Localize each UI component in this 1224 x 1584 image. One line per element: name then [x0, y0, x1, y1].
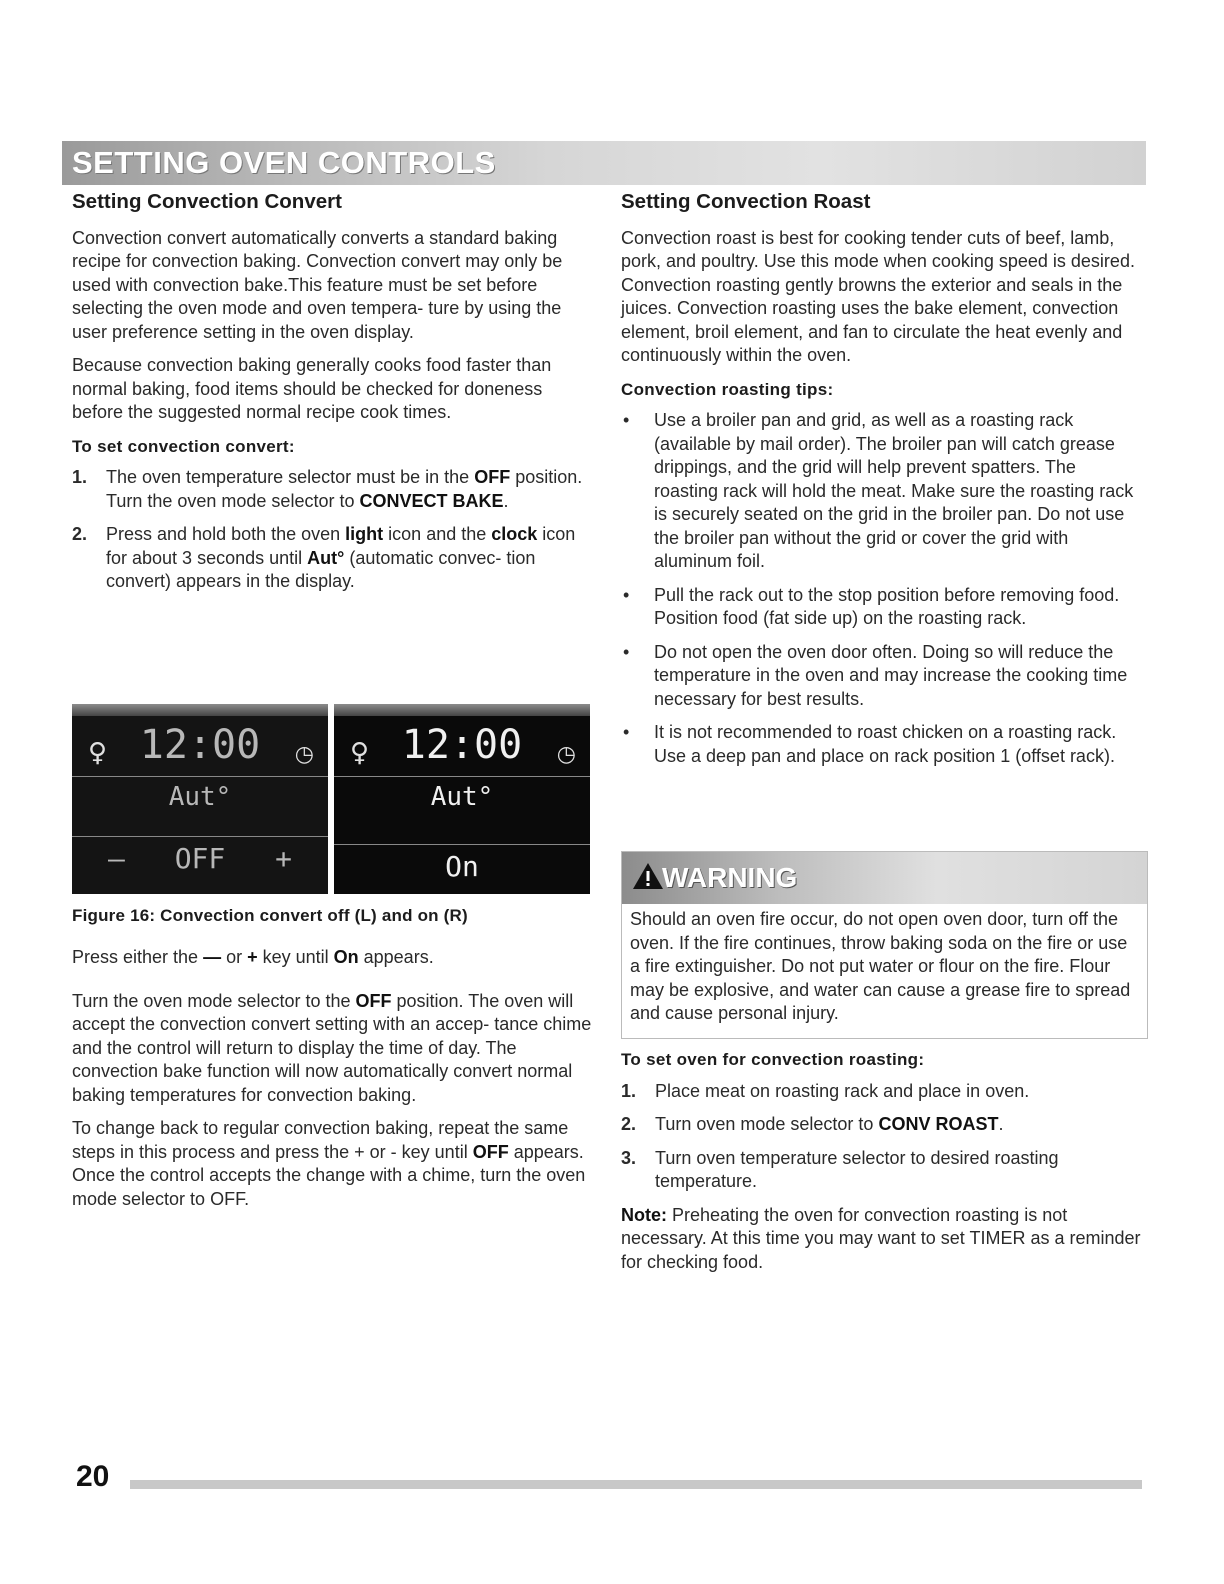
convection-roast-paragraph: Convection roast is best for cooking tender cuts of beef, lamb, pork, and poultry. Use this mode when cooking speed is desired. Convection roasting gently browns the exterior and seals in the juices. Convection roasting uses the bake element, convection element, broil element, and fan to circulate the heat evenly and continuously within the oven.	[621, 227, 1135, 365]
figure-caption: Figure 16: Convection convert off (L) and on (R)	[72, 906, 468, 925]
display-panel-on	[334, 704, 590, 894]
press-key-paragraph: Press either the — or + key until On appears.	[72, 947, 434, 967]
left-column	[72, 190, 592, 604]
list-item: 2. Turn oven mode selector to CONV ROAST.	[621, 1114, 1004, 1134]
list-item: 3. Turn oven temperature selector to desired roasting temperature.	[621, 1147, 1059, 1191]
note-paragraph: Note: Preheating the oven for convection roasting is not necessary. At this time you may want to set TIMER as a reminder for checking food.	[621, 1204, 1141, 1272]
list-item: 1. The oven temperature selector must be in the OFF position. Turn the oven mode selector to CONVECT BAKE.	[72, 467, 583, 511]
list-item: 2. Press and hold both the oven light icon and the clock icon for about 3 seconds until Aut° (automatic convec- tion convert) appears in the display.	[72, 524, 576, 591]
list-item: • Pull the rack out to the stop position before removing food. Position food (fat side up) on the roasting rack.	[621, 584, 1141, 631]
list-item: • It is not recommended to roast chicken on a roasting rack. Use a deep pan and place on rack position 1 (offset rack).	[621, 721, 1141, 768]
convect-convert-paragraph-1: Convection convert automatically converts a standard baking recipe for convection baking. Convection convert may only be used with convection bake.This feature must be set before selecting the oven mode and oven tempera- ture by using the user preference setting in the oven display.	[72, 227, 563, 342]
right-column	[621, 190, 1141, 778]
right-lower-section	[621, 1048, 1141, 1284]
warning-box	[621, 851, 1148, 1039]
change-back-paragraph: To change back to regular convection baking, repeat the same steps in this process and press the + or - key until OFF appears. Once the control accepts the change with a chime, turn the oven mode selector to OFF.	[72, 1118, 586, 1209]
list-item: • Do not open the oven door often. Doing so will reduce the temperature in the oven and may increase the cooking time necessary for best results.	[621, 641, 1141, 712]
left-lower-section	[72, 946, 592, 1221]
roasting-tips-list	[621, 409, 1141, 768]
turn-selector-paragraph: Turn the oven mode selector to the OFF position. The oven will accept the convection convert setting with an accep- tance chime and the control will return to display the time of day. The convection bake function will now automatically convert normal baking temperatures for convection baking.	[72, 990, 592, 1105]
display-panel-off	[72, 704, 328, 894]
display-state-on: On	[445, 850, 479, 883]
warning-triangle-icon	[632, 861, 664, 891]
roasting-tips-subheading: Convection roasting tips:	[621, 379, 834, 399]
section-banner	[62, 141, 1146, 185]
display-time: 12:00	[401, 722, 523, 768]
display-state-off: OFF	[174, 842, 226, 875]
list-item: 1. Place meat on roasting rack and place in oven.	[621, 1080, 1030, 1101]
warning-header	[622, 852, 1147, 904]
light-icon: ♀	[350, 738, 370, 768]
convect-convert-steps	[72, 466, 592, 594]
convection-roast-heading: Setting Convection Roast	[621, 190, 871, 213]
note-label: Note:	[621, 1204, 667, 1225]
page-number: 20	[76, 1460, 110, 1493]
clock-icon: ◷	[294, 742, 314, 767]
roasting-steps	[621, 1080, 1141, 1194]
list-item: • Use a broiler pan and grid, as well as a roasting rack (available by mail order). The broiler pan will catch grease drippings, and the grid will help prevent spatters. The roasting rack will hold the meat. Make sure the roasting rack is securely seated on the grid in the broiler pan. Do not use the broiler pan without the grid or cover the grid with aluminum foil.	[621, 409, 1141, 574]
display-mode: Aut°	[430, 782, 494, 812]
figure-16-display-panels	[72, 704, 590, 894]
warning-title: WARNING	[662, 862, 798, 893]
light-icon: ♀	[88, 738, 108, 768]
plus-key: +	[275, 842, 292, 875]
set-convect-convert-subheading: To set convection convert:	[72, 436, 295, 456]
convect-convert-paragraph-2: Because convection baking generally cooks food faster than normal baking, food items should be checked for doneness before the suggested normal recipe cook times.	[72, 355, 552, 422]
clock-icon: ◷	[556, 742, 576, 767]
warning-text: Should an oven fire occur, do not open oven door, turn off the oven. If the fire continues, throw baking soda on the fire or use a fire extinguisher. Do not put water or flour on the fire. Flour may be explosive, and water can cause a grease fire to spread and cause personal injury.	[630, 909, 1131, 1023]
roasting-steps-subheading: To set oven for convection roasting:	[621, 1050, 925, 1069]
footer-rule	[130, 1480, 1142, 1489]
minus-key: —	[108, 842, 125, 875]
display-mode: Aut°	[168, 782, 232, 812]
convection-convert-heading: Setting Convection Convert	[72, 190, 342, 213]
display-time: 12:00	[139, 722, 261, 768]
section-title: SETTING OVEN CONTROLS	[72, 145, 496, 180]
